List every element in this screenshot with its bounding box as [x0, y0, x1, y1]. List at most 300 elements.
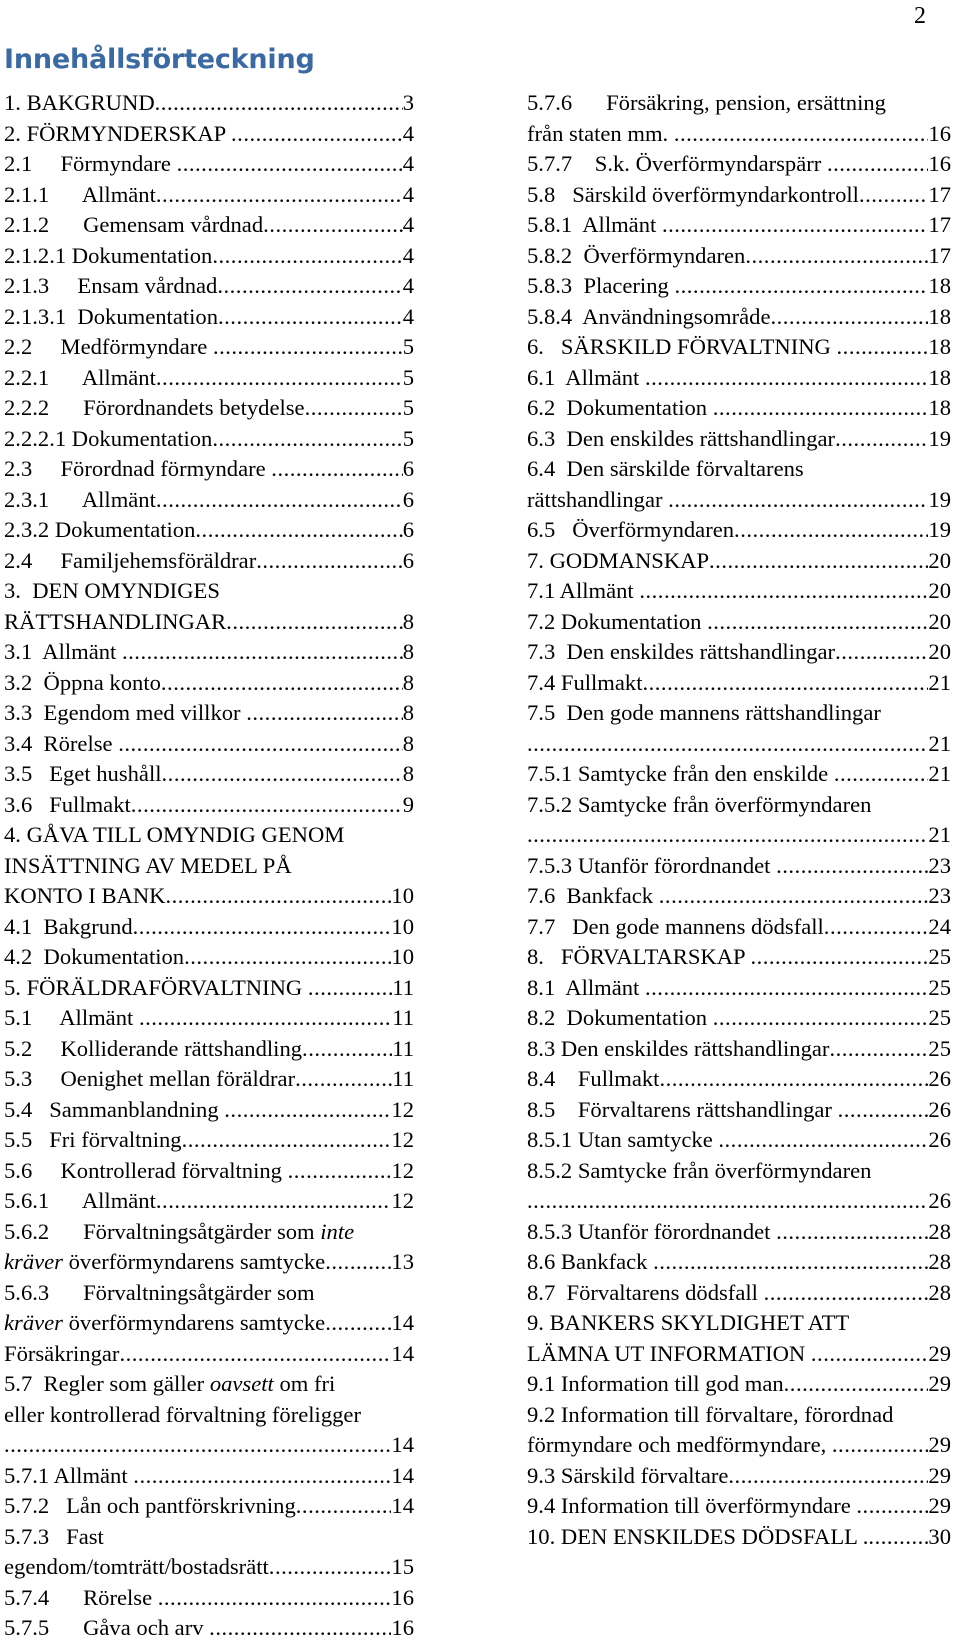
toc-leader-dots	[674, 271, 928, 302]
toc-entry-text: 6.5 Överförmyndaren	[527, 517, 735, 542]
toc-leader-dots	[527, 820, 928, 851]
toc-entry-page: 20	[928, 547, 951, 573]
toc-entry-label	[4, 1552, 269, 1583]
toc-entry-label	[4, 1095, 224, 1126]
toc-entry[interactable]	[527, 820, 951, 851]
toc-entry-page: 9	[402, 791, 414, 817]
toc-entry[interactable]	[4, 424, 414, 455]
toc-entry-text: 7.1 Allmänt	[527, 578, 640, 603]
toc-entry-text: 2.3.1 Allmänt	[4, 486, 156, 512]
toc-entry-page: 4	[402, 242, 414, 268]
toc-entry-text: 7.5.2 Samtycke från överförmyndaren	[527, 791, 872, 817]
toc-entry[interactable]	[4, 1369, 414, 1400]
toc-entry-label	[4, 515, 195, 546]
toc-entry-text: 2.3.2 Dokumentation	[4, 517, 196, 542]
toc-leader-dots	[212, 424, 402, 455]
toc-leader-dots	[668, 485, 928, 516]
toc-entry-text: 2. FÖRMYNDERSKAP	[4, 120, 232, 146]
toc-entry[interactable]	[527, 1217, 951, 1248]
toc-leader-dots	[166, 881, 392, 912]
toc-entry[interactable]	[527, 576, 951, 607]
toc-entry-text: 7.4 Fullmakt	[527, 669, 643, 695]
toc-leader-dots	[158, 1583, 392, 1614]
toc-entry-label	[527, 1491, 856, 1522]
toc-entry-page: 19	[928, 425, 951, 451]
toc-entry-label	[4, 912, 133, 943]
toc-entry[interactable]	[4, 1186, 414, 1217]
toc-entry[interactable]	[4, 302, 414, 333]
toc-leader-dots	[859, 180, 928, 211]
toc-entry-text: 2.1.1 Allmänt	[4, 181, 156, 207]
toc-entry[interactable]	[527, 1400, 951, 1431]
toc-entry[interactable]	[527, 759, 951, 790]
toc-entry-text: 2.2.2.1 Dokumentation	[4, 425, 213, 451]
toc-leader-dots	[827, 149, 928, 180]
toc-leader-dots	[263, 210, 403, 241]
toc-entry-text: 5.7.7 S.k. Överförmyndarspärr	[527, 151, 827, 176]
toc-leader-dots	[764, 1278, 929, 1309]
toc-right-column	[527, 88, 951, 1552]
toc-entry-page: 17	[928, 212, 951, 237]
toc-entry[interactable]	[4, 820, 414, 851]
toc-entry[interactable]	[527, 180, 951, 211]
toc-entry[interactable]	[4, 1583, 414, 1614]
toc-entry-page: 4	[402, 303, 414, 329]
toc-entry-label	[4, 1371, 335, 1396]
toc-entry-page: 5	[402, 364, 414, 390]
toc-leader-dots	[838, 1095, 929, 1126]
toc-entry[interactable]	[527, 1491, 951, 1522]
toc-entry-label	[4, 607, 226, 638]
toc-entry[interactable]	[527, 637, 951, 668]
toc-entry-text: 5.7.5 Gåva och arv	[4, 1615, 210, 1640]
toc-entry-text: 9.3 Särskild förvaltare	[527, 1462, 729, 1488]
toc-entry-page: 4	[402, 273, 414, 298]
toc-entry[interactable]	[4, 1125, 414, 1156]
toc-entry-label	[527, 607, 707, 638]
toc-leader-dots	[156, 180, 403, 211]
toc-entry-label	[4, 454, 271, 485]
toc-entry-label	[527, 792, 871, 817]
toc-entry-label	[4, 1064, 295, 1095]
toc-entry-page: 18	[928, 273, 951, 298]
toc-entry-label	[4, 149, 177, 180]
toc-entry[interactable]	[527, 1369, 951, 1400]
toc-entry-text: 6.2 Dokumentation	[527, 395, 713, 420]
toc-entry[interactable]	[527, 1003, 951, 1034]
toc-entry-text: 5.7.6 Försäkring, pension, ersättning	[527, 90, 886, 115]
toc-entry-text: 9.1 Information till god man	[527, 1371, 784, 1396]
toc-entry-text: 8. FÖRVALTARSKAP	[527, 944, 751, 969]
toc-leader-dots	[659, 881, 929, 912]
toc-entry-label	[4, 1280, 315, 1305]
toc-entry[interactable]	[4, 1095, 414, 1126]
toc-entry-text: om fri	[273, 1371, 336, 1396]
toc-entry[interactable]	[527, 1339, 951, 1370]
toc-entry[interactable]	[4, 454, 414, 485]
toc-entry-page: 8	[402, 608, 414, 634]
toc-entry-page: 4	[402, 151, 414, 176]
toc-entry[interactable]	[4, 241, 414, 272]
toc-entry[interactable]	[4, 637, 414, 668]
toc-entry-page: 14	[391, 1340, 414, 1366]
toc-entry-page: 29	[928, 1340, 951, 1366]
toc-leader-dots	[824, 912, 929, 943]
toc-entry[interactable]	[527, 851, 951, 882]
toc-entry-page: 21	[928, 730, 951, 756]
toc-entry-text: 5.4 Sammanblandning	[4, 1096, 225, 1122]
toc-entry[interactable]	[527, 1064, 951, 1095]
toc-entry-label	[527, 302, 770, 333]
toc-entry-page: 25	[928, 1035, 951, 1061]
toc-leader-dots	[122, 637, 403, 668]
toc-entry[interactable]	[4, 1278, 414, 1309]
toc-entry-page: 11	[392, 1005, 414, 1030]
toc-entry[interactable]	[527, 973, 951, 1004]
toc-entry[interactable]	[527, 241, 951, 272]
toc-entry-label	[527, 1369, 784, 1400]
toc-entry-label	[527, 180, 859, 211]
toc-leader-dots	[770, 302, 928, 333]
toc-entry-text: 3.4 Rörelse	[4, 730, 119, 756]
toc-entry-label	[527, 668, 642, 699]
toc-entry-text: egendom/tomträtt/bostadsrätt	[4, 1554, 269, 1579]
toc-leader-dots	[835, 424, 928, 455]
toc-leader-dots	[829, 1034, 928, 1065]
toc-entry-page: 14	[391, 1310, 414, 1335]
toc-entry[interactable]	[527, 88, 951, 119]
toc-entry-page: 16	[928, 151, 951, 176]
toc-entry[interactable]	[4, 1430, 414, 1461]
toc-entry-label	[527, 119, 674, 150]
toc-entry-text: 7.6 Bankfack	[527, 883, 659, 908]
toc-entry[interactable]	[527, 546, 951, 577]
toc-entry[interactable]	[4, 149, 414, 180]
toc-entry-text: 3.5 Eget hushåll	[4, 761, 162, 786]
toc-entry[interactable]	[527, 698, 951, 729]
toc-entry[interactable]	[4, 1064, 414, 1095]
toc-leader-dots	[662, 210, 928, 241]
toc-entry[interactable]	[4, 88, 414, 119]
toc-entry-label	[527, 637, 835, 668]
toc-leader-dots	[750, 942, 928, 973]
toc-leader-dots	[213, 332, 403, 363]
toc-entry-label	[527, 1158, 871, 1183]
toc-entry-label	[4, 546, 256, 577]
toc-entry[interactable]	[527, 1156, 951, 1187]
toc-entry-text: 5.1 Allmänt	[4, 1005, 139, 1030]
toc-entry-page: 19	[928, 486, 951, 512]
toc-entry-text: 4.2 Dokumentation	[4, 944, 185, 969]
toc-entry-page: 18	[928, 334, 951, 359]
toc-entry[interactable]	[4, 698, 414, 729]
toc-entry[interactable]	[4, 1217, 414, 1248]
toc-entry[interactable]	[4, 1339, 414, 1370]
toc-entry[interactable]	[4, 515, 414, 546]
toc-entry[interactable]	[527, 1430, 951, 1461]
toc-entry-label	[527, 546, 709, 577]
toc-entry-label	[527, 1430, 832, 1461]
toc-entry-page: 28	[928, 1249, 951, 1274]
toc-title: Innehållsförteckning	[4, 44, 315, 75]
toc-entry-label	[4, 1613, 209, 1644]
toc-entry-text: 2.1.3.1 Dokumentation	[4, 303, 218, 329]
toc-entry[interactable]	[4, 546, 414, 577]
toc-entry[interactable]	[4, 1308, 414, 1339]
toc-entry-label	[527, 424, 835, 455]
toc-entry[interactable]	[527, 1095, 951, 1126]
toc-entry[interactable]	[4, 332, 414, 363]
toc-leader-dots	[527, 1186, 928, 1217]
toc-entry[interactable]	[527, 1278, 951, 1309]
toc-entry-page: 8	[402, 761, 414, 786]
toc-entry[interactable]	[4, 729, 414, 760]
toc-entry[interactable]	[527, 1247, 951, 1278]
toc-entry-page: 14	[391, 1493, 414, 1518]
toc-entry-label	[4, 1247, 325, 1278]
toc-entry-label	[527, 1247, 653, 1278]
toc-entry-text: 8.1 Allmänt	[527, 974, 645, 1000]
toc-entry-page: 18	[928, 303, 951, 329]
toc-leader-dots	[713, 393, 929, 424]
toc-entry-label	[4, 729, 118, 760]
toc-entry-label	[4, 853, 292, 878]
toc-entry[interactable]	[527, 1308, 951, 1339]
toc-entry[interactable]	[527, 668, 951, 699]
toc-leader-dots	[707, 607, 928, 638]
toc-leader-dots	[776, 851, 928, 882]
toc-entry-page: 4	[402, 212, 414, 237]
toc-entry[interactable]	[527, 271, 951, 302]
toc-leader-dots	[256, 546, 402, 577]
toc-entry-text: 2.1 Förmyndare	[4, 151, 177, 176]
toc-entry-text: INSÄTTNING AV MEDEL PÅ	[4, 852, 292, 878]
toc-entry-page: 6	[402, 456, 414, 481]
toc-entry-label	[527, 1095, 838, 1126]
toc-entry-page: 6	[402, 547, 414, 573]
toc-entry[interactable]	[527, 302, 951, 333]
toc-entry-text: överförmyndarens samtycke	[62, 1310, 326, 1335]
toc-leader-dots	[217, 271, 402, 302]
toc-entry-label	[4, 790, 131, 821]
toc-entry[interactable]	[4, 271, 414, 302]
toc-entry-label	[4, 973, 308, 1004]
toc-entry[interactable]	[527, 942, 951, 973]
toc-entry-label	[4, 485, 156, 516]
toc-entry-text: 2.2.1 Allmänt	[4, 364, 156, 390]
toc-entry[interactable]	[527, 332, 951, 363]
toc-entry[interactable]	[527, 454, 951, 485]
toc-entry-label	[4, 393, 305, 424]
toc-leader-dots	[837, 332, 929, 363]
toc-entry[interactable]	[4, 1461, 414, 1492]
toc-entry[interactable]	[527, 1461, 951, 1492]
toc-entry[interactable]	[527, 607, 951, 638]
toc-entry-label	[4, 210, 263, 241]
toc-entry-label	[527, 1310, 849, 1335]
toc-entry-label	[527, 332, 837, 363]
toc-entry[interactable]	[527, 790, 951, 821]
toc-entry-text: 8.2 Dokumentation	[527, 1005, 713, 1030]
toc-entry-text: 5.8.4 Användningsområde	[527, 303, 771, 329]
toc-entry[interactable]	[527, 363, 951, 394]
toc-entry-page: 6	[402, 517, 414, 542]
toc-entry-page: 29	[928, 1432, 951, 1457]
toc-entry-label	[527, 485, 668, 516]
toc-entry[interactable]	[4, 790, 414, 821]
toc-entry-page: 23	[928, 883, 951, 908]
toc-entry-label	[527, 1278, 764, 1309]
toc-entry-page: 24	[928, 913, 951, 939]
toc-entry-label	[4, 1491, 296, 1522]
toc-entry-text: 5.6.2 Förvaltningsåtgärder som	[4, 1218, 321, 1244]
toc-entry-page: 28	[928, 1279, 951, 1305]
toc-entry[interactable]	[527, 485, 951, 516]
toc-entry[interactable]	[4, 881, 414, 912]
toc-entry-page: 26	[928, 1096, 951, 1122]
toc-entry[interactable]	[4, 576, 414, 607]
toc-entry[interactable]	[527, 881, 951, 912]
toc-entry-text: 3.6 Fullmakt	[4, 791, 131, 817]
toc-entry-label	[4, 241, 212, 272]
toc-entry-label	[527, 271, 674, 302]
toc-entry-label	[527, 515, 734, 546]
toc-entry[interactable]	[4, 1247, 414, 1278]
toc-entry-page: 12	[391, 1188, 414, 1213]
toc-entry[interactable]	[527, 393, 951, 424]
toc-entry[interactable]	[527, 1186, 951, 1217]
toc-entry[interactable]	[527, 912, 951, 943]
toc-leader-dots	[734, 515, 928, 546]
toc-entry-text: 9.4 Information till överförmyndare	[527, 1493, 857, 1518]
toc-entry-label	[4, 302, 218, 333]
toc-entry-label	[4, 637, 122, 668]
toc-entry-label	[527, 1339, 811, 1370]
toc-entry-page: 14	[391, 1462, 414, 1488]
toc-entry-label	[4, 180, 156, 211]
toc-entry[interactable]	[4, 1522, 414, 1553]
toc-leader-dots	[856, 1491, 928, 1522]
toc-leader-dots	[527, 729, 928, 760]
toc-entry-text: 5.6 Kontrollerad förvaltning	[4, 1157, 288, 1183]
toc-entry-label	[4, 822, 344, 847]
toc-leader-dots	[224, 1095, 391, 1126]
toc-entry-page: 4	[402, 181, 414, 207]
toc-entry-page: 12	[391, 1096, 414, 1122]
toc-entry-label	[4, 119, 231, 150]
toc-leader-dots	[713, 1003, 929, 1034]
toc-entry-label	[4, 668, 161, 699]
toc-entry[interactable]	[4, 1003, 414, 1034]
toc-entry-text: 5. FÖRÄLDRAFÖRVALTNING	[4, 974, 308, 1000]
toc-entry[interactable]	[4, 363, 414, 394]
toc-entry[interactable]	[4, 1156, 414, 1187]
toc-leader-dots	[133, 912, 392, 943]
toc-entry[interactable]	[4, 1552, 414, 1583]
toc-entry[interactable]	[4, 1491, 414, 1522]
toc-entry-label	[4, 1186, 156, 1217]
toc-entry-page: 11	[392, 1066, 414, 1091]
toc-entry-label	[527, 363, 645, 394]
toc-entry[interactable]	[4, 119, 414, 150]
toc-entry[interactable]	[4, 210, 414, 241]
toc-leader-dots	[308, 973, 392, 1004]
toc-entry[interactable]	[527, 119, 951, 150]
toc-entry-page: 26	[928, 1066, 951, 1091]
toc-entry-page: 10	[391, 913, 414, 939]
toc-leader-dots	[868, 1522, 928, 1553]
toc-entry-page: 14	[391, 1432, 414, 1457]
toc-entry[interactable]	[4, 942, 414, 973]
toc-entry[interactable]	[4, 973, 414, 1004]
toc-entry[interactable]	[527, 1125, 951, 1156]
toc-entry-page: 13	[391, 1249, 414, 1274]
toc-entry-text: 5.7.4 Rörelse	[4, 1584, 158, 1610]
toc-entry-label	[527, 851, 776, 882]
toc-entry[interactable]	[527, 1034, 951, 1065]
toc-entry[interactable]	[527, 515, 951, 546]
toc-entry[interactable]	[4, 393, 414, 424]
toc-entry-text: 6.3 Den enskildes rättshandlingar	[527, 425, 836, 451]
toc-leader-dots	[784, 1369, 929, 1400]
toc-entry-text: 5.8.3 Placering	[527, 273, 675, 298]
toc-leader-dots	[728, 1461, 928, 1492]
toc-entry[interactable]	[4, 180, 414, 211]
toc-entry[interactable]	[4, 851, 414, 882]
toc-entry[interactable]	[527, 210, 951, 241]
toc-entry-page: 3	[402, 90, 414, 115]
toc-leader-dots	[745, 241, 928, 272]
toc-entry-page: 30	[928, 1523, 951, 1549]
toc-entry-text: 8.5 Förvaltarens rättshandlingar	[527, 1096, 838, 1122]
toc-entry[interactable]	[527, 149, 951, 180]
toc-entry-label	[527, 576, 639, 607]
toc-entry-label	[4, 1461, 133, 1492]
toc-entry[interactable]	[4, 1400, 414, 1431]
toc-entry-text: RÄTTSHANDLINGAR	[4, 608, 227, 634]
toc-entry-text: 7.5.3 Utanför förordnandet	[527, 852, 777, 878]
toc-entry-text: 9.2 Information till förvaltare, förordnad	[527, 1401, 894, 1427]
toc-entry-text: 2.1.2 Gemensam vårdnad	[4, 212, 264, 237]
toc-entry-page: 20	[928, 578, 951, 603]
toc-entry[interactable]	[4, 607, 414, 638]
toc-entry[interactable]	[527, 1522, 951, 1553]
toc-entry-label	[527, 912, 824, 943]
toc-leader-dots	[4, 1430, 391, 1461]
toc-leader-dots	[325, 1308, 391, 1339]
toc-entry-text: 3. DEN OMYNDIGES	[4, 578, 220, 603]
toc-leader-dots	[295, 1064, 392, 1095]
toc-leader-dots	[156, 485, 403, 516]
toc-entry[interactable]	[527, 729, 951, 760]
toc-entry[interactable]	[4, 485, 414, 516]
toc-leader-dots	[155, 88, 403, 119]
toc-leader-dots	[325, 1247, 391, 1278]
toc-entry[interactable]	[4, 912, 414, 943]
toc-entry[interactable]	[527, 424, 951, 455]
toc-entry-text: 7.3 Den enskildes rättshandlingar	[527, 639, 836, 664]
toc-entry[interactable]	[4, 1034, 414, 1065]
toc-entry-text: 6.4 Den särskilde förvaltarens	[527, 456, 804, 481]
toc-leader-dots	[302, 1034, 392, 1065]
toc-entry-page: 8	[402, 700, 414, 725]
toc-entry[interactable]	[4, 1613, 414, 1644]
toc-entry[interactable]	[4, 759, 414, 790]
toc-entry[interactable]	[4, 668, 414, 699]
toc-entry-page: 18	[928, 395, 951, 420]
toc-entry-text: 2.3 Förordnad förmyndare	[4, 456, 272, 481]
toc-entry-page: 8	[402, 639, 414, 664]
